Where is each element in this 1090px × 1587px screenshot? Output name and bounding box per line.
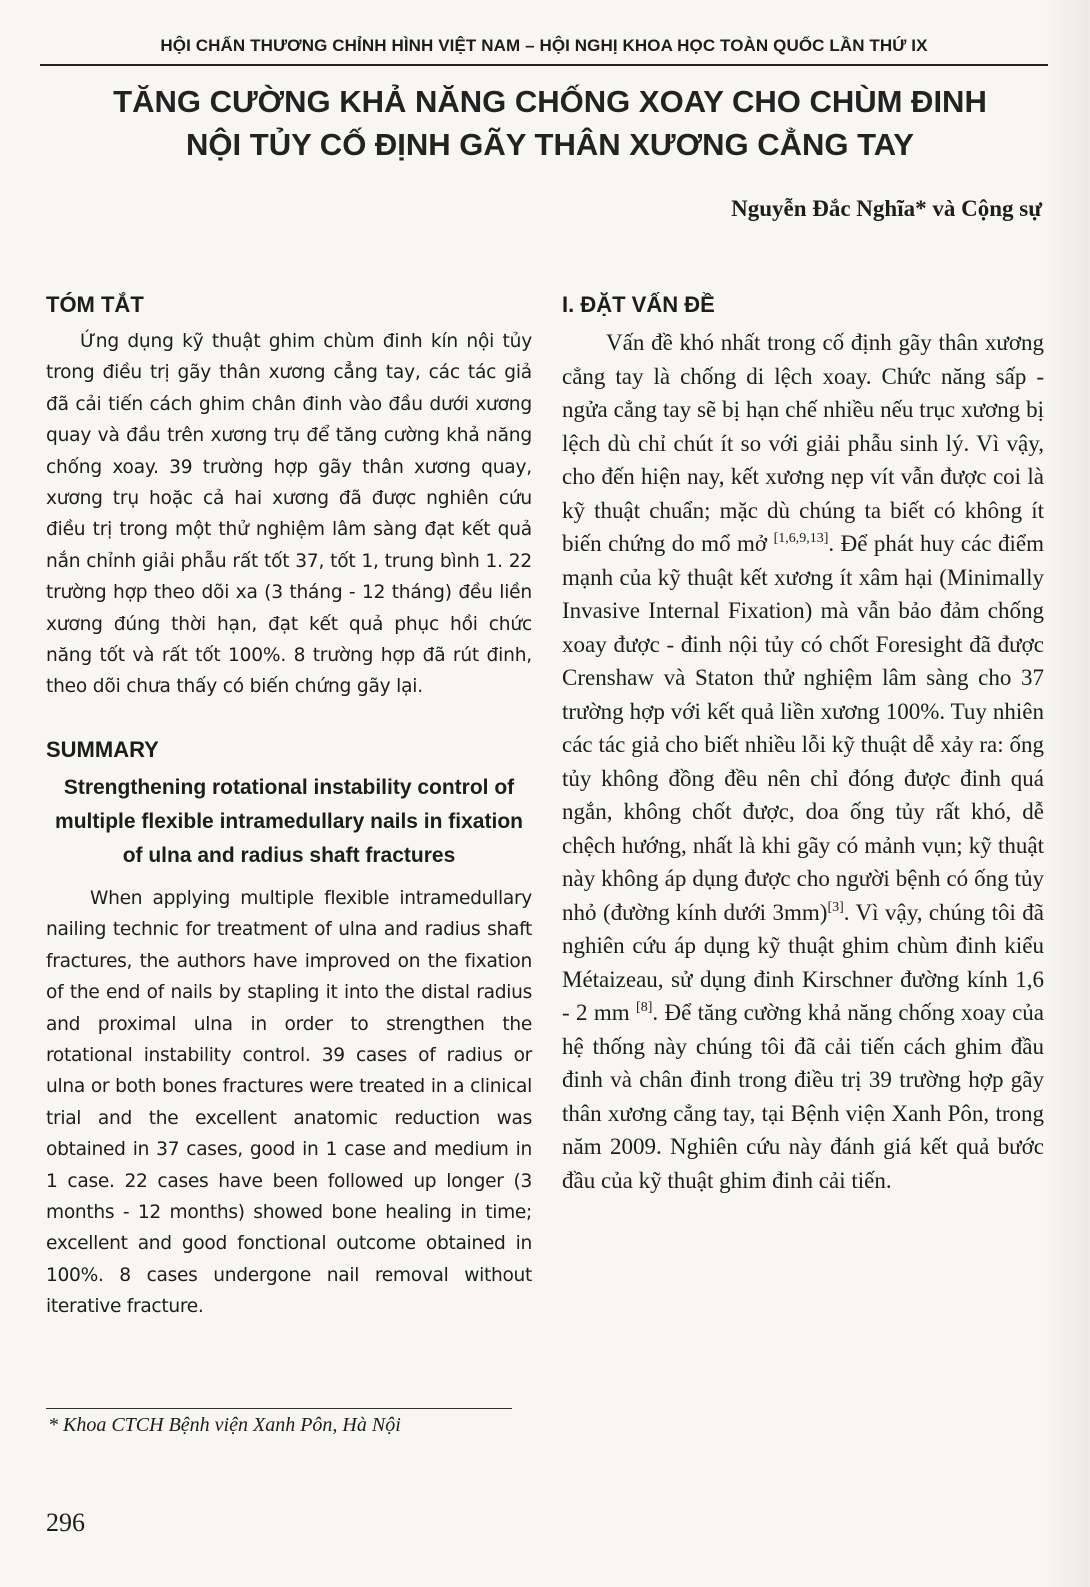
right-column [562,292,1044,1197]
article-title [60,80,1040,166]
intro-text-3: . Vì vậy, chúng tôi đã nghiên cứu áp dụng kỹ thuật ghim chùm đinh kiểu Métaizeau, sử dụng đinh Kirschner đường kính 1,6 - 2 mm [562,899,1045,1025]
footnote: * Khoa CTCH Bệnh viện Xanh Pôn, Hà Nội [48,1414,401,1436]
section-heading: I. ĐẶT VẤN ĐỀ [562,292,715,317]
citation-ref: [8] [636,1000,653,1015]
author-line: Nguyễn Đắc Nghĩa* và Cộng sự [731,196,1042,221]
running-header: HỘI CHẤN THƯƠNG CHỈNH HÌNH VIỆT NAM – HỘI NGHỊ KHOA HỌC TOÀN QUỐC LẦN THỨ IX [160,36,928,55]
summary-title: Strengthening rotational instability control of multiple flexible intramedullary nails in fixation of ulna and radius shaft fractures [55,775,523,867]
intro-text-2: . Để phát huy các điểm mạnh của kỹ thuật kết xương ít xâm hại (Minimally Invasive Internal Fixation) mà vẫn bảo đảm chống xoay được - đinh nội tủy có chốt Foresight đã được Crenshaw và Staton thử nghiệm lâm sàng cho 37 trường hợp với kết quả liền xương 100%. Tuy nhiên các tác giả cho biết nhiều lỗi kỹ thuật dễ xảy ra: ống tủy không đồng đều nên chỉ đóng được đinh quá ngắn, không chốt được, doa ống tủy rất khó, dễ chệch hướng, nhất là khi gãy có mảnh vụn; kỹ thuật này không áp dụng được cho người bệnh có ống tủy nhỏ (đường kính dưới 3mm) [562,531,1045,925]
page-number: 296 [46,1508,85,1537]
abstract-heading: TÓM TẮT [46,292,144,317]
left-column [46,292,532,1323]
intro-text-1: Vấn đề khó nhất trong cố định gãy thân xương cẳng tay là chống di lệch xoay. Chức năng sấp - ngửa cẳng tay sẽ bị hạn chế nhiều nếu trục xương bị lệch dù chỉ chút ít so với giải phẫu sinh lý. Vì vậy, cho đến hiện nay, kết xương nẹp vít vẫn được coi là kỹ thuật chuẩn; mặc dù chúng ta biết có không ít biến chứng do mổ mở [562,330,1044,556]
citation-ref: [3] [827,899,844,915]
summary-text: When applying multiple flexible intramedullary nailing technic for treatment of ulna and radius shaft fractures, the authors have improved on the fixation of the end of nails by stapling it into the distal radius and proximal ulna in order to strengthen the rotational instability control. 39 cases of radius or ulna or both bones fractures were treated in a clinical trial and the excellent anatomic reduction was obtained in 37 cases, good in 1 case and medium in 1 case. 22 cases have been followed up longer (3 months - 12 months) showed bone healing in time; excellent and good fonctional outcome obtained in 100%. 8 cases undergone nail removal without iterative fracture. [46,887,532,1318]
header-rule [40,64,1048,66]
intro-text-4: . Để tăng cường khả năng chống xoay của hệ thống này chúng tôi đã cải tiến cách ghim đầu đinh và chân đinh trong điều trị 39 trường hợp gãy thân xương cẳng tay, tại Bệnh viện Xanh Pôn, trong năm 2009. Nghiên cứu này đánh giá kết quả bước đầu của kỹ thuật ghim đinh cải tiến. [562,1000,1044,1193]
abstract-text: Ứng dụng kỹ thuật ghim chùm đinh kín nội tủy trong điều trị gãy thân xương cẳng tay, các tác giả đã cải tiến cách ghim chân đinh vào đầu dưới xương quay và đầu trên xương trụ để tăng cường khả năng chống xoay. 39 trường hợp gãy thân xương quay, xương trụ hoặc cả hai xương đã được nghiên cứu điều trị trong một thử nghiệm lâm sàng đạt kết quả nắn chỉnh giải phẫu rất tốt 37, tốt 1, trung bình 1. 22 trường hợp theo dõi xa (3 tháng - 12 tháng) đều liền xương đúng thời hạn, đạt kết quả phục hồi chức năng tốt và rất tốt 100%. 8 trường hợp đã rút đinh, theo dõi chưa thấy có biến chứng gãy lại. [46,331,532,698]
footnote-rule [46,1408,512,1409]
title-line-1: TĂNG CƯỜNG KHẢ NĂNG CHỐNG XOAY CHO CHÙM ĐINH [113,84,987,119]
citation-ref: [1,6,9,13] [773,531,829,546]
title-line-2: NỘI TỦY CỐ ĐỊNH GÃY THÂN XƯƠNG CẲNG TAY [186,127,914,162]
page-edge-shadow [1044,0,1090,1587]
summary-heading: SUMMARY [46,736,159,762]
intro-paragraph [562,326,1044,1197]
